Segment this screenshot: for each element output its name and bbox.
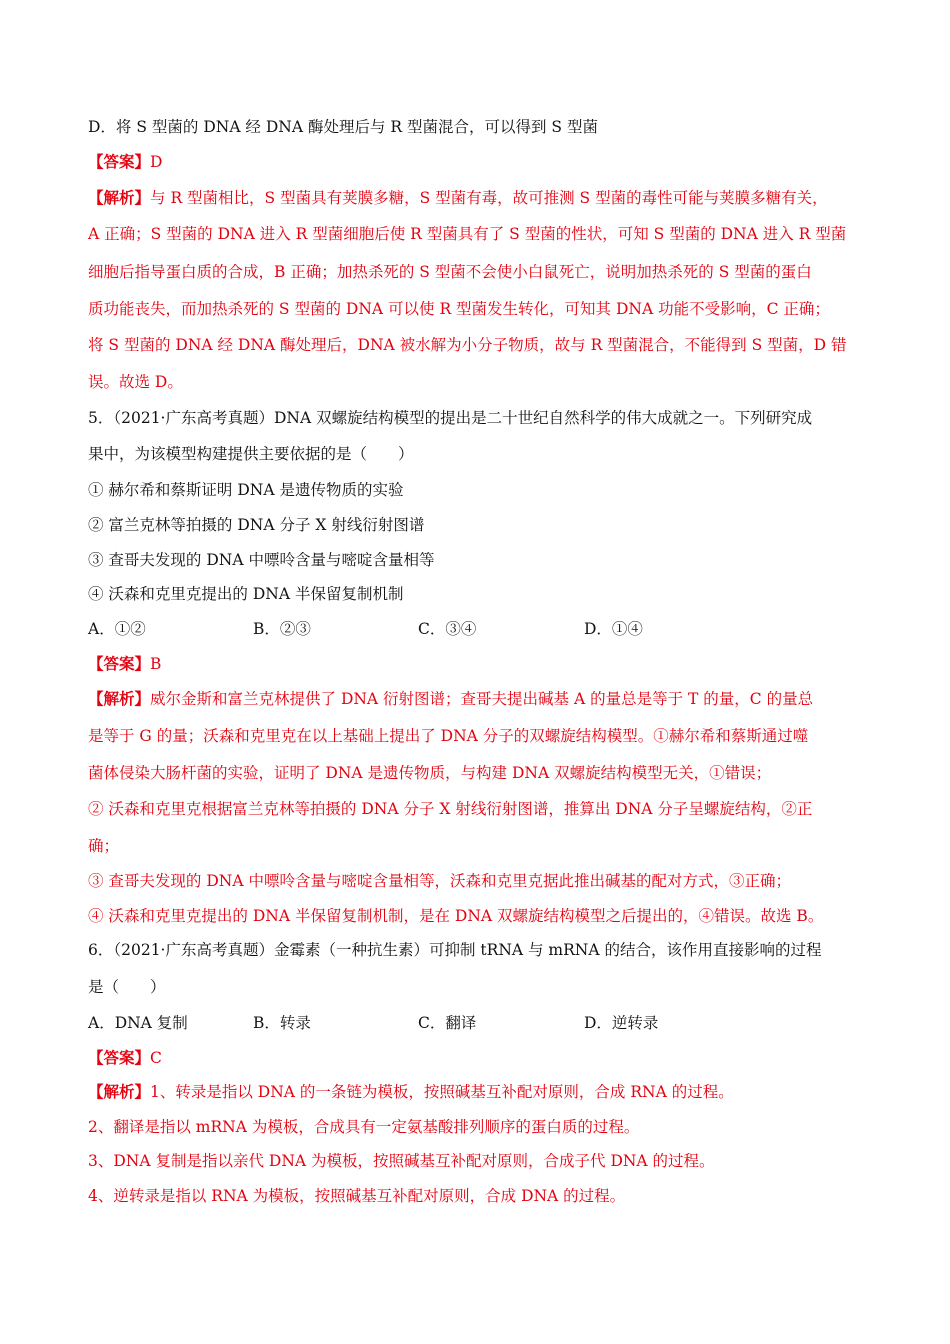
q5-stem-line: 5．（2021·广东高考真题）DNA 双螺旋结构模型的提出是二十世纪自然科学的伟大成就之一。下列研究成 <box>88 409 813 427</box>
answer-value: B <box>150 655 162 673</box>
q6-option-c: C．翻译 <box>418 1014 477 1032</box>
answer-tag: 【答案】 <box>88 654 151 673</box>
q5-analysis-line <box>88 689 868 709</box>
q5-analysis-line: ④ 沃森和克里克提出的 DNA 半保留复制机制，是在 DNA 双螺旋结构模型之后提出的，④错误。故选 B。 <box>88 907 824 925</box>
q5-option-a: A．①② <box>88 620 146 638</box>
q6-analysis-line: 4、逆转录是指以 RNA 为模板，按照碱基互补配对原则，合成 DNA 的过程。 <box>88 1187 626 1205</box>
q6-analysis-line <box>88 1082 868 1102</box>
q6-stem-line: 是（ ） <box>88 978 166 996</box>
q6-stem-line: 6．（2021·广东高考真题）金霉素（一种抗生素）可抑制 tRNA 与 mRNA 的结合，该作用直接影响的过程 <box>88 941 822 959</box>
q5-item: ③ 查哥夫发现的 DNA 中嘌呤含量与嘧啶含量相等 <box>88 551 435 569</box>
answer-tag: 【答案】 <box>88 1048 151 1067</box>
analysis-text: 威尔金斯和富兰克林提供了 DNA 衍射图谱；查哥夫提出碱基 A 的量总是等于 T 的量，C 的量总 <box>150 690 814 708</box>
q5-item: ④ 沃森和克里克提出的 DNA 半保留复制机制 <box>88 585 404 603</box>
q5-item: ① 赫尔希和蔡斯证明 DNA 是遗传物质的实验 <box>88 481 404 499</box>
q6-analysis-line: 3、DNA 复制是指以亲代 DNA 为模板，按照碱基互补配对原则，合成子代 DNA 的过程。 <box>88 1152 715 1170</box>
q6-option-b: B．转录 <box>253 1014 311 1032</box>
q4-analysis-line: 将 S 型菌的 DNA 经 DNA 酶处理后，DNA 被水解为小分子物质，故与 R 型菌混合，不能得到 S 型菌，D 错 <box>88 336 847 354</box>
q5-analysis-line: 是等于 G 的量；沃森和克里克在以上基础上提出了 DNA 分子的双螺旋结构模型。①赫尔希和蔡斯通过噬 <box>88 727 809 745</box>
q6-option-a: A．DNA 复制 <box>88 1014 188 1032</box>
q5-analysis-line: ③ 查哥夫发现的 DNA 中嘌呤含量与嘧啶含量相等，沃森和克里克据此推出碱基的配对方式，③正确； <box>88 872 791 890</box>
q4-analysis-line <box>88 188 868 208</box>
q4-analysis-line: 质功能丧失，而加热杀死的 S 型菌的 DNA 可以使 R 型菌发生转化，可知其 DNA 功能不受影响，C 正确； <box>88 300 830 318</box>
answer-value: D <box>150 153 163 171</box>
answer-tag: 【答案】 <box>88 152 151 171</box>
q6-option-d: D．逆转录 <box>584 1014 659 1032</box>
q5-analysis-line: 确； <box>88 837 120 855</box>
q5-analysis-line: ② 沃森和克里克根据富兰克林等拍摄的 DNA 分子 X 射线衍射图谱，推算出 DNA 分子呈螺旋结构，②正 <box>88 800 813 818</box>
analysis-text: 1、转录是指以 DNA 的一条链为模板，按照碱基互补配对原则，合成 RNA 的过程。 <box>150 1083 734 1101</box>
answer-value: C <box>150 1049 162 1067</box>
q5-analysis-line: 菌体侵染大肠杆菌的实验，证明了 DNA 是遗传物质，与构建 DNA 双螺旋结构模型无关，①错误； <box>88 764 772 782</box>
analysis-tag: 【解析】 <box>88 689 151 708</box>
analysis-tag: 【解析】 <box>88 1082 151 1101</box>
q4-answer <box>88 152 868 172</box>
q5-option-c: C．③④ <box>418 620 477 638</box>
q6-answer <box>88 1048 868 1068</box>
q5-option-b: B．②③ <box>253 620 311 638</box>
q5-option-d: D．①④ <box>584 620 643 638</box>
q4-analysis-line: 细胞后指导蛋白质的合成，B 正确；加热杀死的 S 型菌不会使小白鼠死亡，说明加热杀死的 S 型菌的蛋白 <box>88 263 812 281</box>
q5-stem-line: 果中，为该模型构建提供主要依据的是（ ） <box>88 445 414 463</box>
q5-item: ② 富兰克林等拍摄的 DNA 分子 X 射线衍射图谱 <box>88 516 425 534</box>
q6-analysis-line: 2、翻译是指以 mRNA 为模板，合成具有一定氨基酸排列顺序的蛋白质的过程。 <box>88 1118 640 1136</box>
q5-answer <box>88 654 868 674</box>
analysis-text: 与 R 型菌相比，S 型菌具有荚膜多糖，S 型菌有毒，故可推测 S 型菌的毒性可能与荚膜多糖有关， <box>150 189 828 207</box>
q4-analysis-line: 误。故选 D。 <box>88 373 183 391</box>
analysis-tag: 【解析】 <box>88 188 151 207</box>
q4-option-d: D．将 S 型菌的 DNA 经 DNA 酶处理后与 R 型菌混合，可以得到 S 型菌 <box>88 118 598 136</box>
q4-analysis-line: A 正确；S 型菌的 DNA 进入 R 型菌细胞后使 R 型菌具有了 S 型菌的性状，可知 S 型菌的 DNA 进入 R 型菌 <box>88 225 847 243</box>
